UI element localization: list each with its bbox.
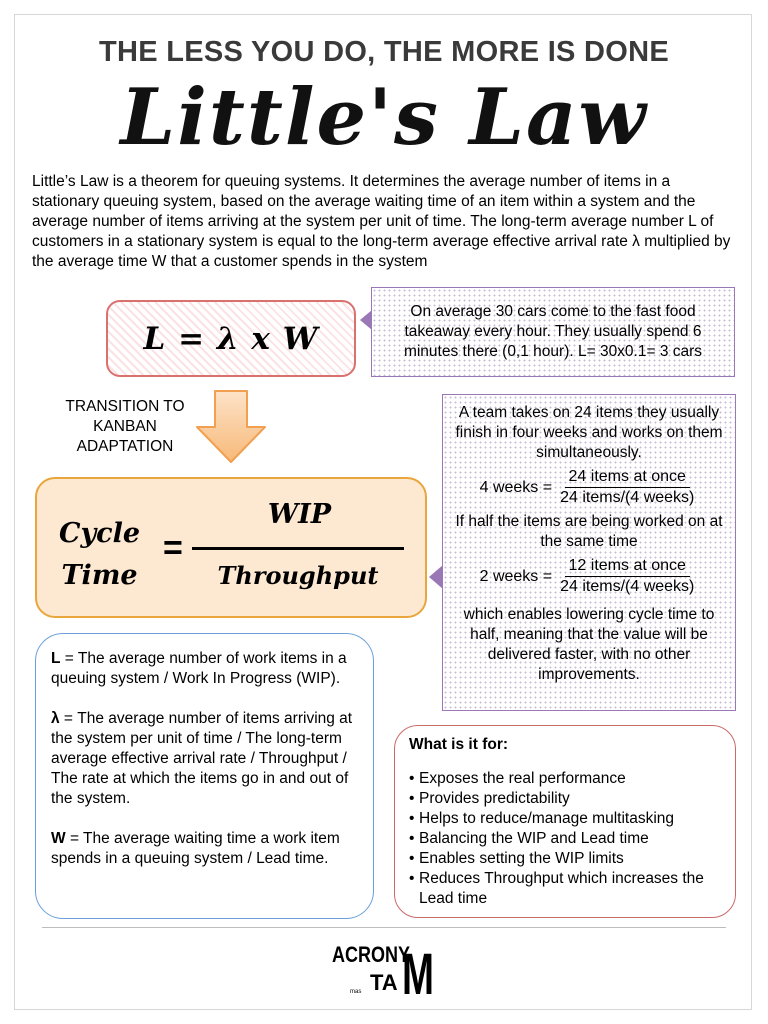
team-example-middle: If half the items are being worked on at the same time	[455, 513, 723, 550]
svg-text:mas: mas	[350, 989, 362, 995]
equation-2-weeks: 2 weeks = 12 items at once 24 items/(4 weeks)	[479, 557, 695, 595]
wip-numerator: WIP	[267, 499, 332, 530]
down-arrow-icon	[193, 389, 269, 465]
list-item: • Exposes the real performance	[419, 769, 725, 789]
fraction-bar	[192, 547, 404, 550]
transition-label: TRANSITION TO KANBAN ADAPTATION	[65, 398, 185, 455]
list-item: • Enables setting the WIP limits	[419, 849, 725, 869]
definitions-box	[35, 633, 374, 919]
example-callout-team	[442, 394, 736, 711]
footer-divider	[42, 927, 726, 928]
list-item: • Balancing the WIP and Lead time	[419, 829, 725, 849]
equation-4-weeks: 4 weeks = 24 items at once 24 items/(4 weeks)	[479, 468, 695, 506]
list-item: • Helps to reduce/manage multitasking	[419, 809, 725, 829]
acronymtas-logo	[330, 938, 440, 1007]
definition-l: L = The average number of work items in a queuing system / Work In Progress (WIP).	[51, 650, 347, 687]
littles-law-formula: L = λ x W	[106, 300, 356, 377]
list-item: • Reduces Throughput which increases the Lead time	[419, 869, 725, 909]
example-callout-cars: On average 30 cars come to the fast food takeaway every hour. They usually spend 6 minutes there (0,1 hour). L= 30x0.1= 3 cars	[371, 287, 735, 377]
equals-sign: =	[163, 529, 183, 567]
svg-text:TA: TA	[370, 970, 398, 995]
svg-text:M: M	[402, 942, 434, 1007]
definition-w: W = The average waiting time a work item spends in a queuing system / Lead time.	[51, 830, 340, 867]
team-example-intro: A team takes on 24 items they usually finish in four weeks and works on them simultaneously.	[455, 404, 723, 461]
list-item: • Provides predictability	[419, 789, 725, 809]
cycle-time-label: Cycle Time	[59, 518, 141, 591]
team-example-outro: which enables lowering cycle time to half, meaning that the value will be delivered faster, with no other improvements.	[463, 606, 715, 683]
throughput-denominator: Throughput	[217, 561, 379, 590]
cycle-time-formula	[35, 477, 427, 618]
what-is-it-for-heading: What is it for:	[409, 736, 509, 753]
what-is-it-for-box	[394, 725, 736, 918]
supertitle: THE LESS YOU DO, THE MORE IS DONE	[98, 36, 670, 68]
intro-text: Little’s Law is a theorem for queuing systems. It determines the average number of items in a stationary queuing system, based on the average waiting time of an item within a system and the average number of items arriving at the system per unit of time. The long-term average number L of customers in a stationary system is equal to the long-term average effective arrival rate λ multiplied by the average time W that a customer spends in the system	[32, 173, 731, 270]
page-title: Little's Law	[120, 72, 648, 163]
svg-text:ACRONY: ACRONY	[332, 942, 411, 967]
definition-lambda: λ = The average number of items arriving at the system per unit of time / The long-term average effective arrival rate / Throughput / The rate at which the items go in and out of the system.	[51, 710, 353, 807]
